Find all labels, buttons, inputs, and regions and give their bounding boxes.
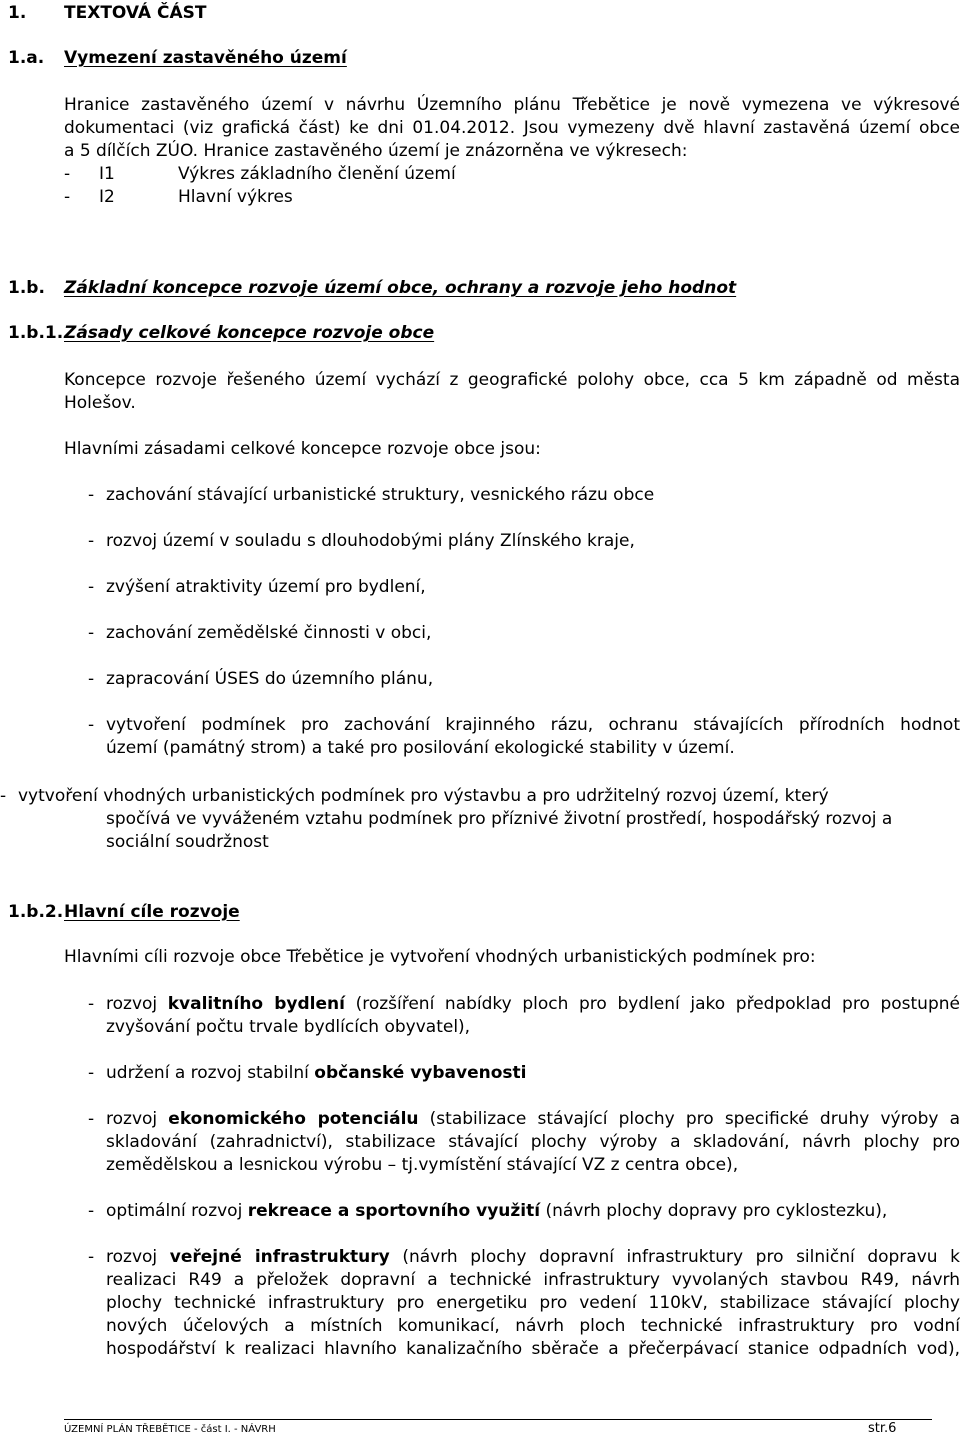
list-lead: Hlavními cíli rozvoje obce Třebětice je vytvoření vhodných urbanistických podmínek pro:	[64, 947, 816, 967]
goal-item: rozvoj kvalitního bydlení (rozšíření nabídky ploch pro bydlení jako předpoklad pro postupné	[106, 994, 960, 1014]
section-number: 1.b.	[8, 278, 45, 298]
list-item: rozvoj území v souladu s dlouhodobými plány Zlínského kraje,	[106, 531, 635, 551]
list-item-continuation: spočívá ve vyváženém vztahu podmínek pro příznivé životní prostředí, hospodářský rozvoj a	[106, 809, 893, 829]
drawing-name: Hlavní výkres	[178, 187, 293, 207]
section-title: Vymezení zastavěného území	[64, 48, 347, 68]
list-lead: Hlavními zásadami celkové koncepce rozvoje obce jsou:	[64, 439, 541, 459]
goal-item-continuation: plochy technické infrastruktury pro energetiku pro vedení 110kV, stabilizace stávající plochy	[106, 1293, 960, 1313]
goal-item-continuation: zemědělskou a lesnickou výrobu – tj.vymístění stávající VZ z centra obce),	[106, 1155, 739, 1175]
goal-item: optimální rozvoj rekreace a sportovního využití (návrh plochy dopravy pro cyklostezku),	[106, 1201, 888, 1221]
list-dash: -	[88, 531, 95, 551]
section-number: 1.a.	[8, 48, 45, 68]
chapter-number: 1.	[8, 3, 27, 23]
list-dash: -	[88, 1247, 95, 1267]
drawing-code: I2	[99, 187, 115, 207]
list-item: vytvoření podmínek pro zachování krajinného rázu, ochranu stávajících přírodních hodnot	[106, 715, 960, 735]
subsection-title: Hlavní cíle rozvoje	[64, 902, 240, 922]
subsection-number: 1.b.2.	[8, 902, 64, 922]
footer-doc-title: ÚZEMNÍ PLÁN TŘEBĚTICE - část I. - NÁVRH	[64, 1424, 276, 1435]
list-dash: -	[0, 786, 7, 806]
list-dash: -	[64, 187, 71, 207]
footer-page-number: str.6	[868, 1421, 897, 1436]
list-item: zachování stávající urbanistické struktury, vesnického rázu obce	[106, 485, 655, 505]
paragraph-line: Holešov.	[64, 393, 136, 413]
list-item-continuation: sociální soudržnost	[106, 832, 269, 852]
drawing-name: Výkres základního členění území	[178, 164, 456, 184]
list-item: vytvoření vhodných urbanistických podmínek pro výstavbu a pro udržitelný rozvoj území, který	[18, 786, 829, 806]
goal-item-continuation: hospodářství k realizaci hlavního kanalizačního sběrače a přečerpávací stanice odpadních vod),	[106, 1339, 960, 1359]
list-item: zachování zemědělské činnosti v obci,	[106, 623, 432, 643]
list-dash: -	[88, 715, 95, 735]
goal-item-continuation: zvyšování počtu trvale bydlících obyvatel),	[106, 1017, 471, 1037]
list-dash: -	[88, 623, 95, 643]
list-dash: -	[88, 485, 95, 505]
chapter-title: TEXTOVÁ ČÁST	[64, 3, 207, 23]
paragraph-line: dokumentaci (viz grafická část) ke dni 01.04.2012. Jsou vymezeny dvě hlavní zastavěná území obce	[64, 118, 960, 138]
drawing-code: I1	[99, 164, 115, 184]
list-dash: -	[88, 1063, 95, 1083]
list-dash: -	[88, 1201, 95, 1221]
goal-item: rozvoj ekonomického potenciálu (stabilizace stávající plochy pro specifické druhy výroby a	[106, 1109, 960, 1129]
paragraph-line: Hranice zastavěného území v návrhu Územního plánu Třebětice je nově vymezena ve výkresové	[64, 95, 960, 115]
goal-item-continuation: skladování (zahradnictví), stabilizace stávající plochy výroby a skladování, návrh plochy pro	[106, 1132, 960, 1152]
goal-item-continuation: realizaci R49 a přeložek dopravní a technické infrastruktury vyvolaných stavbou R49, návrh	[106, 1270, 960, 1290]
list-dash: -	[88, 577, 95, 597]
list-dash: -	[64, 164, 71, 184]
list-dash: -	[88, 994, 95, 1014]
list-dash: -	[88, 669, 95, 689]
subsection-number: 1.b.1.	[8, 323, 64, 343]
goal-item: udržení a rozvoj stabilní občanské vybavenosti	[106, 1063, 527, 1083]
list-dash: -	[88, 1109, 95, 1129]
paragraph-line: a 5 dílčích ZÚO. Hranice zastavěného území je znázorněna ve výkresech:	[64, 141, 688, 161]
paragraph-line: Koncepce rozvoje řešeného území vychází z geografické polohy obce, cca 5 km západně od města	[64, 370, 960, 390]
goal-item-continuation: nových účelových a místních komunikací, návrh ploch technické infrastruktury pro vodní	[106, 1316, 960, 1336]
subsection-title: Zásady celkové koncepce rozvoje obce	[64, 323, 435, 343]
list-item: zvýšení atraktivity území pro bydlení,	[106, 577, 426, 597]
list-item-continuation: území (památný strom) a také pro posilování ekologické stability v území.	[106, 738, 735, 758]
footer-rule	[64, 1419, 932, 1420]
goal-item: rozvoj veřejné infrastruktury (návrh plochy dopravní infrastruktury pro silniční dopravu k	[106, 1247, 960, 1267]
list-item: zapracování ÚSES do územního plánu,	[106, 669, 434, 689]
section-title: Základní koncepce rozvoje území obce, ochrany a rozvoje jeho hodnot	[64, 278, 737, 298]
